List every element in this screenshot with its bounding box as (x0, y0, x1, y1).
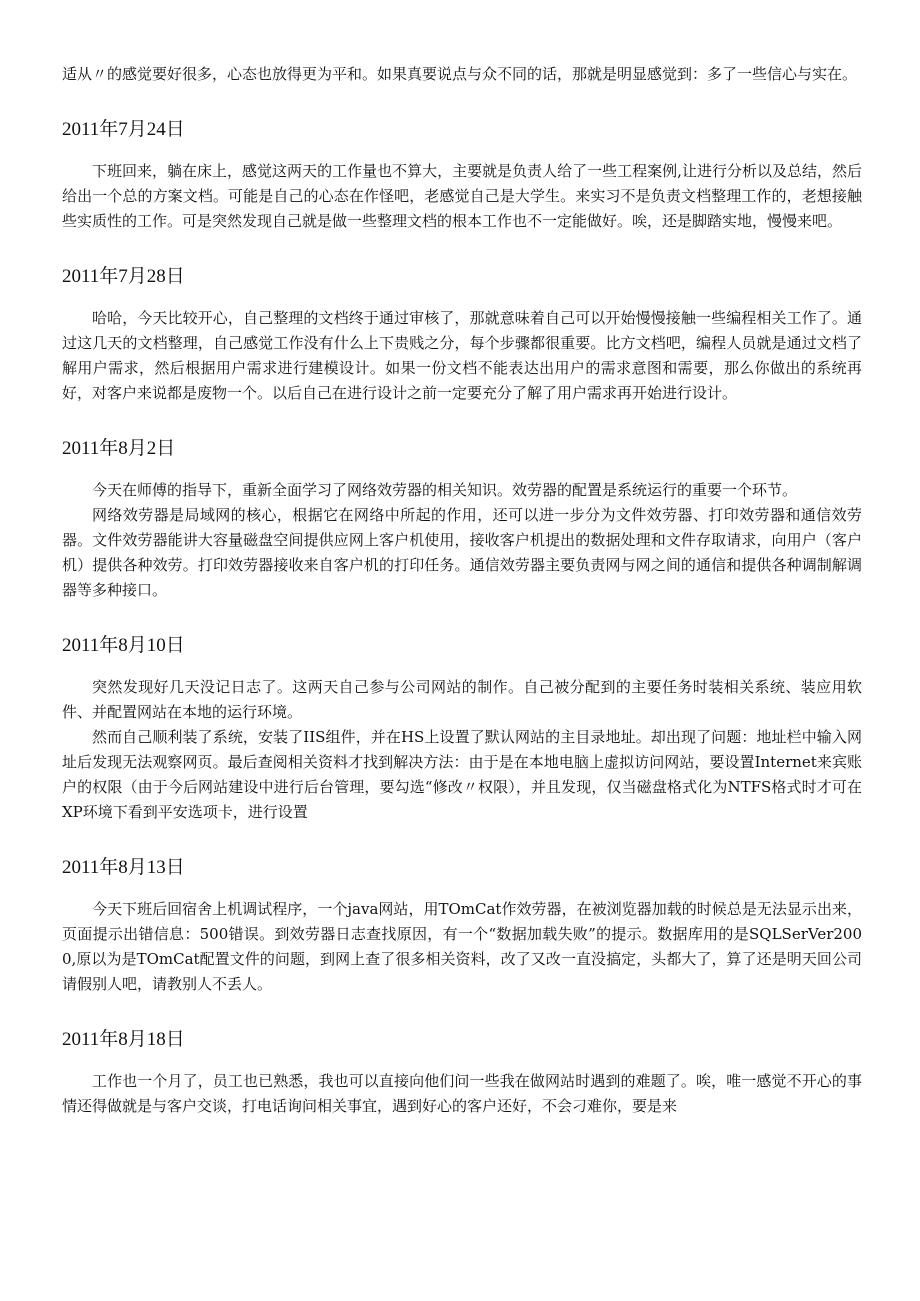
entry-paragraph: 网络效劳器是局域网的核心，根据它在网络中所起的作用，还可以进一步分为文件效劳器、打印效劳器和通信效劳器。文件效劳器能讲大容量磁盘空间提供应网上客户机使用，接收客户机提出的数据处理和文件存取请求，向用户（客户机）提供各种效劳。打印效劳器接收来自客户机的打印任务。通信效劳器主要负责网与网之间的通信和提供各种调制解调器等多种接口。 (62, 506, 862, 599)
entry-date: 2011年8月10日 (62, 635, 185, 656)
entry-date: 2011年7月24日 (62, 119, 185, 140)
entry-date: 2011年8月18日 (62, 1029, 185, 1050)
entry-paragraph: 工作也一个月了，员工也已熟悉，我也可以直接向他们问一些我在做网站时遇到的难题了。唉，唯一感觉不开心的事情还得做就是与客户交谈，打电话询问相关事宜，遇到好心的客户还好，不会刁难你，要是来 (62, 1072, 862, 1115)
entry-date: 2011年8月13日 (62, 857, 185, 878)
intro-paragraph: 适从〃的感觉要好很多，心态也放得更为平和。如果真要说点与众不同的话，那就是明显感觉到：多了一些信心与实在。 (62, 65, 858, 83)
entry-paragraph: 今天下班后回宿舍上机调试程序，一个java网站，用TOmCat作效劳器，在被浏览器加载的时候总是无法显示出来，页面提示出错信息：500错误。到效劳器日志查找原因，有一个“数据加载失败”的提示。数据库用的是SQLSerVer2000,原以为是TOmCat配置文件的问题，到网上查了很多相关资料，改了又改一直没搞定，头都大了，算了还是明天回公司请假别人吧，请教别人不丢人。 (62, 900, 862, 993)
entry-paragraph: 然而自己顺利装了系统，安装了IIS组件，并在HS上设置了默认网站的主目录地址。却出现了问题：地址栏中输入网址后发现无法观察网页。最后查阅相关资料才找到解决方法：由于是在本地电脑上虚拟访问网站，要设置Internet来宾账户的权限（由于今后网站建设中进行后台管理，要勾选“修改〃权限），并且发现，仅当磁盘格式化为NTFS格式时才可在XP环境下看到平安选项卡，进行设置 (62, 728, 862, 821)
entry-paragraph: 哈哈，今天比较开心，自己整理的文档终于通过审核了，那就意味着自己可以开始慢慢接触一些编程相关工作了。通过这几天的文档整理，自己感觉工作没有什么上下贵贱之分，每个步骤都很重要。比方文档吧，编程人员就是通过文档了解用户需求，然后根据用户需求进行建模设计。如果一份文档不能表达出用户的需求意图和需要，那么你做出的系统再好，对客户来说都是废物一个。以后自己在进行设计之前一定要充分了解了用户需求再开始进行设计。 (62, 309, 862, 402)
entry-paragraph: 今天在师傅的指导下，重新全面学习了网络效劳器的相关知识。效劳器的配置是系统运行的重要一个环节。 (92, 481, 798, 499)
entry-paragraph: 下班回来，躺在床上，感觉这两天的工作量也不算大，主要就是负责人给了一些工程案例,让进行分析以及总结，然后给出一个总的方案文档。可能是自己的心态在作怪吧，老感觉自己是大学生。来实习不是负责文档整理工作的，老想接触些实质性的工作。可是突然发现自己就是做一些整理文档的根本工作也不一定能做好。唉，还是脚踏实地，慢慢来吧。 (62, 162, 862, 230)
document-page (62, 62, 862, 1119)
entry-paragraph: 突然发现好几天没记日志了。这两天自己参与公司网站的制作。自己被分配到的主要任务时装相关系统、装应用软件、并配置网站在本地的运行环境。 (62, 678, 862, 721)
entry-date: 2011年7月28日 (62, 266, 185, 287)
entry-date: 2011年8月2日 (62, 438, 176, 459)
